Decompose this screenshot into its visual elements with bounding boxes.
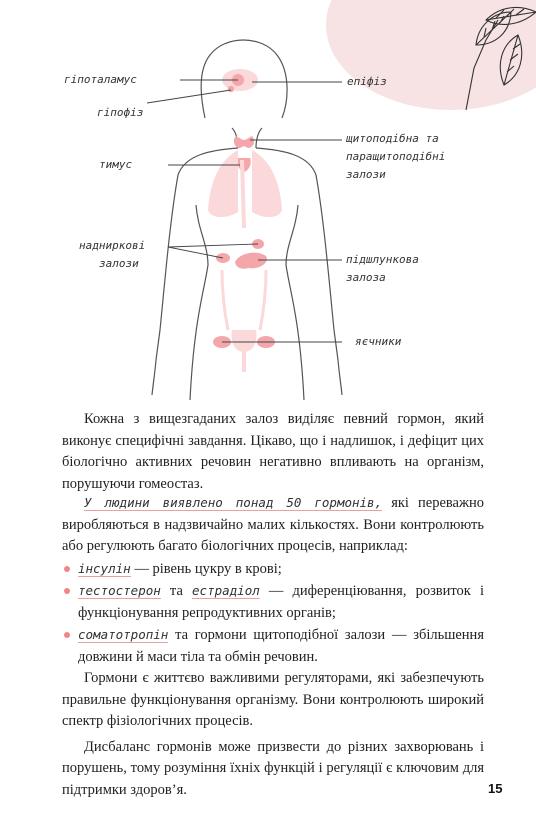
label-thyroid-3: залози: [346, 168, 386, 181]
paragraph-2: У людини виявлено понад 50 гормонів, які переважно виробляються в надзвичайно малих кількостях. Вони контролюють або регулюють багато біологічних процесів, наприклад: інсулін — рівень цукру в крові; тестостерон та естрадіол — диференціювання, розвиток і функціонування репродуктивних органів; соматотропін та гормони щитоподібної залози — збільшення довжини й маси тіла та обмін речовин. Гормони є життєво важливими регуляторами, які забезпечують правильне функціонування організму. Вони контролюють широкий спектр фізіологічних процесів. Дисбаланс гормонів може призвести до різних захворювань і порушень, тому розуміння їхніх функцій і регуляції є ключовим для підтримки здоров’я.: [62, 492, 484, 801]
label-epiphysis: епіфіз: [347, 75, 387, 88]
endocrine-system-illustration: [0, 0, 536, 400]
highlight-hormone-count: У людини виявлено понад 50 гормонів,: [84, 495, 383, 510]
list-item: соматотропін та гормони щитоподібної залози — збільшення довжини й маси тіла та обмін речовин.: [62, 624, 484, 668]
label-adrenal-1: надниркові: [79, 239, 146, 252]
organs: [208, 69, 282, 372]
paragraph-1: Кожна з вищезгаданих залоз виділяє певний гормон, який виконує специфічні завдання. Цікаво, що і надлишок, і дефіцит цих біологічно активних речовин негативно впливають на організм, порушуючи гомеостаз.: [62, 411, 484, 492]
label-ovaries: яєчники: [355, 335, 402, 348]
label-pancreas-2: залоза: [346, 271, 386, 284]
label-hypothalamus: гіпоталамус: [64, 73, 137, 86]
label-pituitary: гіпофіз: [97, 106, 144, 119]
label-pancreas-1: підшлункова: [346, 253, 419, 266]
label-adrenal-2: залози: [99, 257, 139, 270]
page-number: 15: [488, 781, 503, 796]
paragraph-3: Гормони є життєво важливими регуляторами, які забезпечують правильне функціонування організму. Вони контролюють широкий спектр фізіологічних процесів.: [62, 670, 484, 729]
label-thyroid-1: щитоподібна та: [346, 132, 439, 145]
label-thymus: тимус: [99, 158, 133, 171]
hormone-list: [62, 558, 484, 669]
paragraph-4: Дисбаланс гормонів може призвести до різних захворювань і порушень, тому розуміння їхніх функцій і регуляції є ключовим для підтримки здоров’я.: [62, 738, 484, 798]
list-item: інсулін — рівень цукру в крові;: [62, 558, 484, 581]
list-item: тестостерон та естрадіол — диференціювання, розвиток і функціонування репродуктивних органів;: [62, 580, 484, 624]
label-thyroid-2: паращитоподібні: [346, 150, 446, 163]
